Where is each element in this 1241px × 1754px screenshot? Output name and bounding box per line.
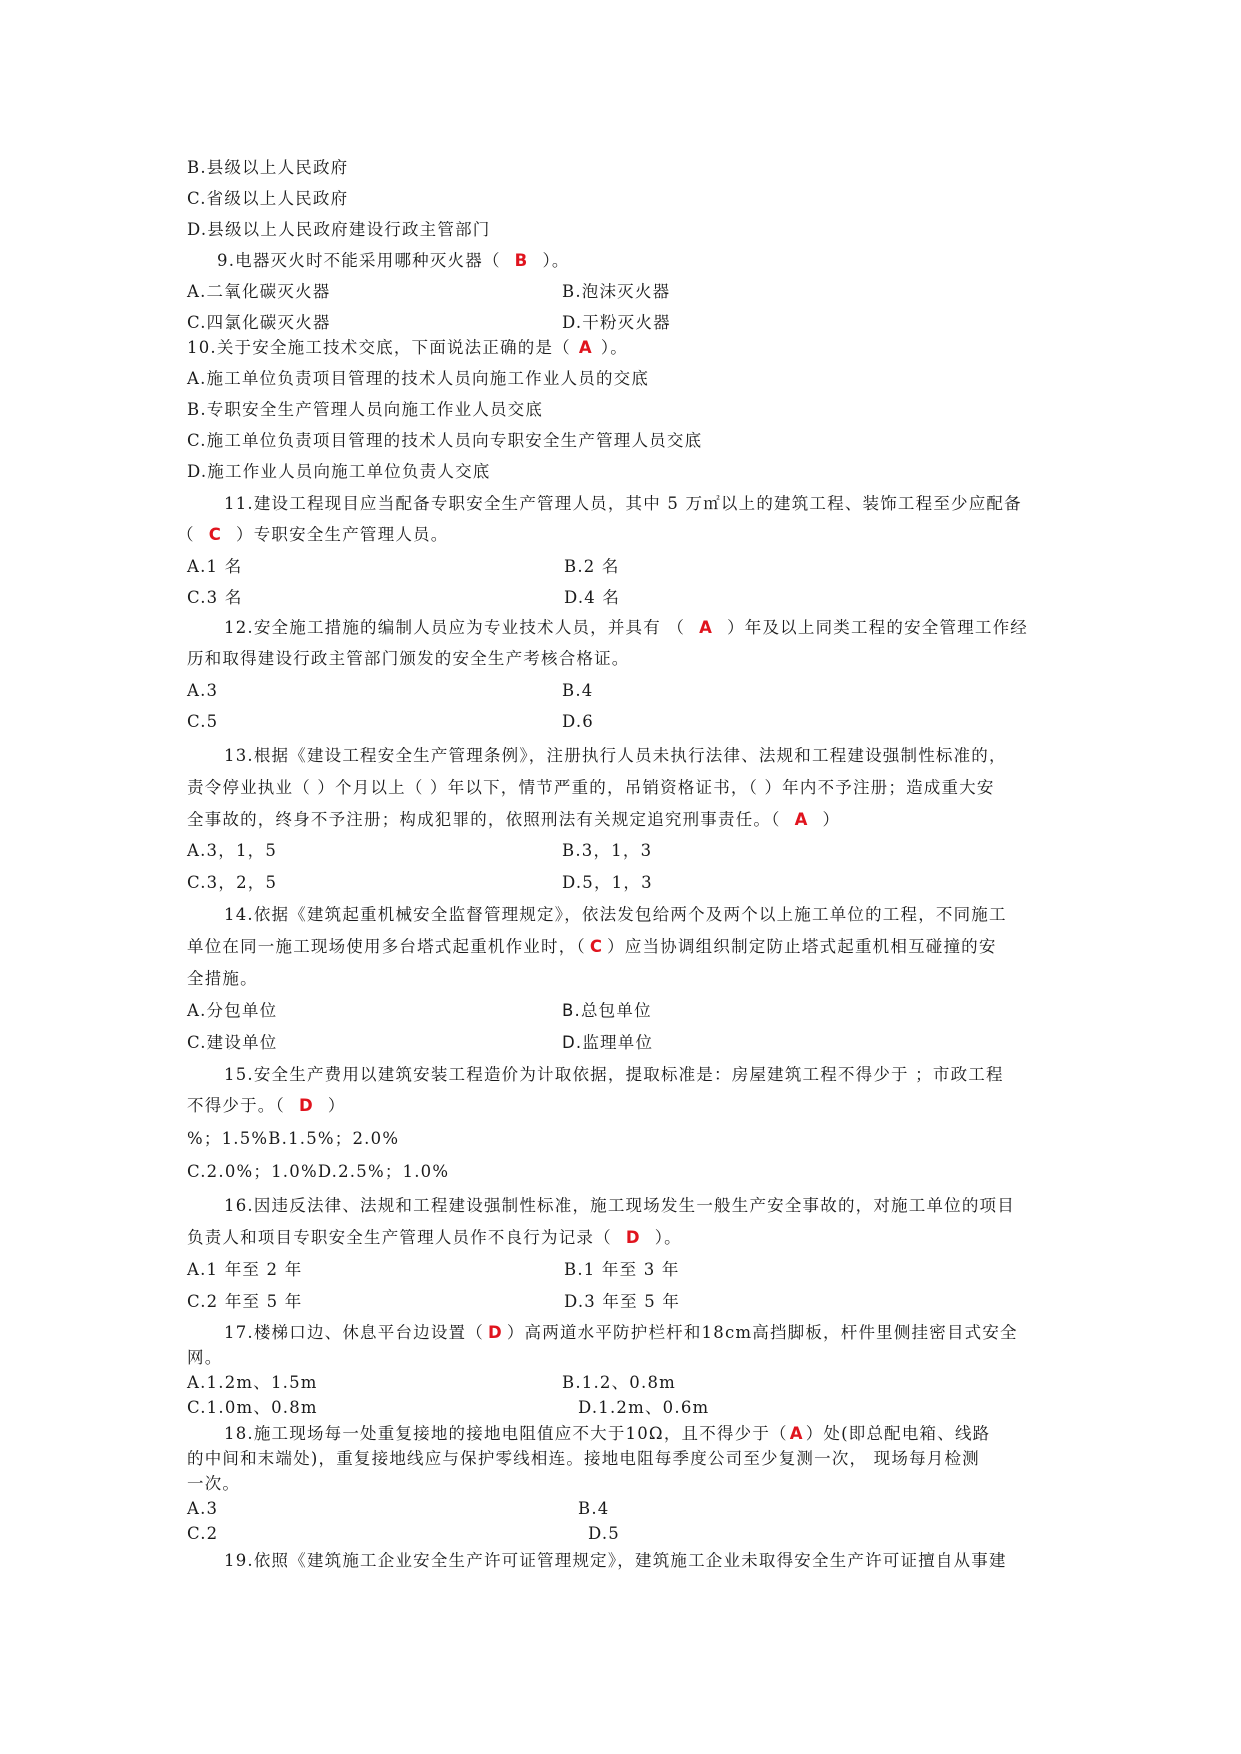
q15-stem-pre: 不得少于。（ — [187, 1096, 285, 1115]
q17-stem-line2: 网。 — [187, 1348, 223, 1367]
q10-option-d: D.施工作业人员向施工单位负责人交底 — [187, 462, 491, 481]
q13-answer: A — [794, 810, 809, 829]
q12-option-b: B.4 — [562, 681, 594, 700]
q19-stem-line1: 19.依照《建筑施工企业安全生产许可证管理规定》，建筑施工企业未取得安全生产许可证擅自从事建 — [224, 1551, 1007, 1570]
q18-stem-pre: 18.施工现场每一处重复接地的接地电阻值应不大于10Ω，且不得少于（ — [224, 1424, 788, 1443]
q18-stem-line3: 一次。 — [187, 1474, 241, 1493]
q9-option-b: B.泡沫灭火器 — [562, 282, 671, 301]
q18-stem-post: ）处(即总配电箱、线路 — [805, 1424, 991, 1443]
q18-answer: A — [789, 1424, 804, 1443]
q13-stem-line1: 13.根据《建设工程安全生产管理条例》，注册执行人员未执行法律、法规和工程建设强制性标准的， — [224, 746, 1007, 765]
q13-option-b: B.3，1，3 — [562, 841, 653, 860]
q16-stem-line2 — [187, 1227, 682, 1249]
q15-options-line2: C.2.0%；1.0%D.2.5%；1.0% — [187, 1162, 450, 1181]
q16-stem-line1: 16.因违反法律、法规和工程建设强制性标准，施工现场发生一般生产安全事故的，对施工单位的项目 — [224, 1196, 1015, 1215]
q12-stem-line2: 历和取得建设行政主管部门颁发的安全生产考核合格证。 — [187, 649, 630, 668]
q17-stem-line1 — [224, 1322, 1018, 1344]
q15-stem-post: ） — [327, 1096, 346, 1115]
q9-option-d: D.干粉灭火器 — [562, 313, 671, 332]
q10-option-b: B.专职安全生产管理人员向施工作业人员交底 — [187, 400, 544, 419]
q11-option-d: D.4 名 — [564, 588, 621, 607]
q17-option-b: B.1.2、0.8m — [562, 1373, 676, 1392]
q12-option-a: A.3 — [187, 681, 219, 700]
q17-option-a: A.1.2m、1.5m — [187, 1373, 318, 1392]
q18-option-a: A.3 — [187, 1499, 219, 1518]
q18-option-c: C.2 — [187, 1524, 219, 1543]
q12-stem-pre: 12.安全施工措施的编制人员应为专业技术人员，并具有 （ — [224, 618, 686, 637]
q9-option-c: C.四氯化碳灭火器 — [187, 313, 331, 332]
q13-option-d: D.5，1，3 — [562, 873, 653, 892]
q13-stem-line2: 责令停业执业（ ）个月以上（ ）年以下，情节严重的，吊销资格证书，（ ）年内不予注册；造成重大安 — [187, 778, 995, 797]
q12-stem-line1 — [224, 617, 1028, 639]
q14-stem-pre: 单位在同一施工现场使用多台塔式起重机作业时，（ — [187, 937, 586, 956]
q13-option-a: A.3，1，5 — [187, 841, 278, 860]
q18-stem-line2: 的中间和末端处)，重复接地线应与保护零线相连。接地电阻每季度公司至少复测一次， 现场每月检测 — [187, 1449, 980, 1468]
q16-option-a: A.1 年至 2 年 — [187, 1260, 303, 1279]
q9-answer: B — [514, 251, 529, 270]
q14-option-d: D.监理单位 — [562, 1033, 654, 1052]
q14-stem-line1: 14.依据《建筑起重机械安全监督管理规定》，依法发包给两个及两个以上施工单位的工程，不同施工 — [224, 905, 1007, 924]
q12-answer: A — [699, 618, 714, 637]
q9-stem — [217, 250, 570, 272]
q18-option-d: D.5 — [588, 1524, 620, 1543]
q17-stem-pre: 17.楼梯口边、休息平台边设置（ — [224, 1323, 484, 1342]
q17-answer: D — [487, 1323, 503, 1342]
q18-stem-line1 — [224, 1423, 990, 1445]
q14-option-b: B.总包单位 — [562, 1001, 652, 1020]
q12-option-c: C.5 — [187, 712, 219, 731]
q10-option-a: A.施工单位负责项目管理的技术人员向施工作业人员的交底 — [187, 369, 650, 388]
q11-stem-post: ）专职安全生产管理人员。 — [236, 525, 449, 544]
q16-option-c: C.2 年至 5 年 — [187, 1292, 303, 1311]
q11-stem-line2 — [177, 524, 448, 546]
q17-option-c: C.1.0m、0.8m — [187, 1398, 318, 1417]
q17-option-d: D.1.2m、0.6m — [578, 1398, 710, 1417]
q16-stem-post: ）。 — [654, 1228, 682, 1247]
q9-stem-pre: 9.电器灭火时不能采用哪种灭火器（ — [217, 251, 501, 270]
q17-stem-post: ）高两道水平防护栏杆和18cm高挡脚板，杆件里侧挂密目式安全 — [506, 1323, 1018, 1342]
q11-option-a: A.1 名 — [187, 557, 243, 576]
q16-answer: D — [625, 1228, 641, 1247]
q14-option-a: A.分包单位 — [187, 1001, 278, 1020]
q13-option-c: C.3，2，5 — [187, 873, 278, 892]
q11-stem-pre: （ — [177, 525, 195, 544]
q13-stem-pre: 全事故的，终身不予注册；构成犯罪的，依照刑法有关规定追究刑事责任。（ — [187, 810, 781, 829]
q10-stem-post: ）。 — [600, 338, 628, 357]
q15-options-line1: %；1.5%B.1.5%；2.0% — [187, 1129, 400, 1148]
q10-stem-pre: 10.关于安全施工技术交底，下面说法正确的是（ — [187, 338, 571, 357]
q15-stem-line1: 15.安全生产费用以建筑安装工程造价为计取依据，提取标准是：房屋建筑工程不得少于 ；市政工程 — [224, 1065, 1004, 1084]
q18-option-b: B.4 — [578, 1499, 610, 1518]
q8-option-b: B.县级以上人民政府 — [187, 158, 349, 177]
q9-stem-post: ）。 — [542, 251, 570, 270]
q13-stem-post: ） — [822, 810, 841, 829]
q8-option-d: D.县级以上人民政府建设行政主管部门 — [187, 220, 491, 239]
q12-option-d: D.6 — [562, 712, 594, 731]
q10-answer: A — [578, 338, 593, 357]
q14-stem-line2 — [187, 936, 997, 958]
q14-stem-line3: 全措施。 — [187, 969, 258, 988]
q11-stem-line1: 11.建设工程现目应当配备专职安全生产管理人员，其中 5 万㎡以上的建筑工程、装饰工程至少应配备 — [224, 494, 1022, 513]
q10-option-c: C.施工单位负责项目管理的技术人员向专职安全生产管理人员交底 — [187, 431, 703, 450]
q16-stem-pre: 负责人和项目专职安全生产管理人员作不良行为记录（ — [187, 1228, 612, 1247]
q8-option-c: C.省级以上人民政府 — [187, 189, 349, 208]
q14-answer: C — [589, 937, 604, 956]
q14-stem-post: ）应当协调组织制定防止塔式起重机相互碰撞的安 — [607, 937, 997, 956]
q13-stem-line3 — [187, 809, 840, 831]
q16-option-d: D.3 年至 5 年 — [564, 1292, 681, 1311]
q11-answer: C — [208, 525, 223, 544]
q15-answer: D — [298, 1096, 314, 1115]
q12-stem-post: ）年及以上同类工程的安全管理工作经 — [727, 618, 1028, 637]
q11-option-c: C.3 名 — [187, 588, 243, 607]
q15-stem-line2 — [187, 1095, 346, 1117]
q16-option-b: B.1 年至 3 年 — [564, 1260, 680, 1279]
q14-option-c: C.建设单位 — [187, 1033, 278, 1052]
q10-stem — [187, 337, 628, 359]
q9-option-a: A.二氧化碳灭火器 — [187, 282, 331, 301]
q11-option-b: B.2 名 — [564, 557, 620, 576]
